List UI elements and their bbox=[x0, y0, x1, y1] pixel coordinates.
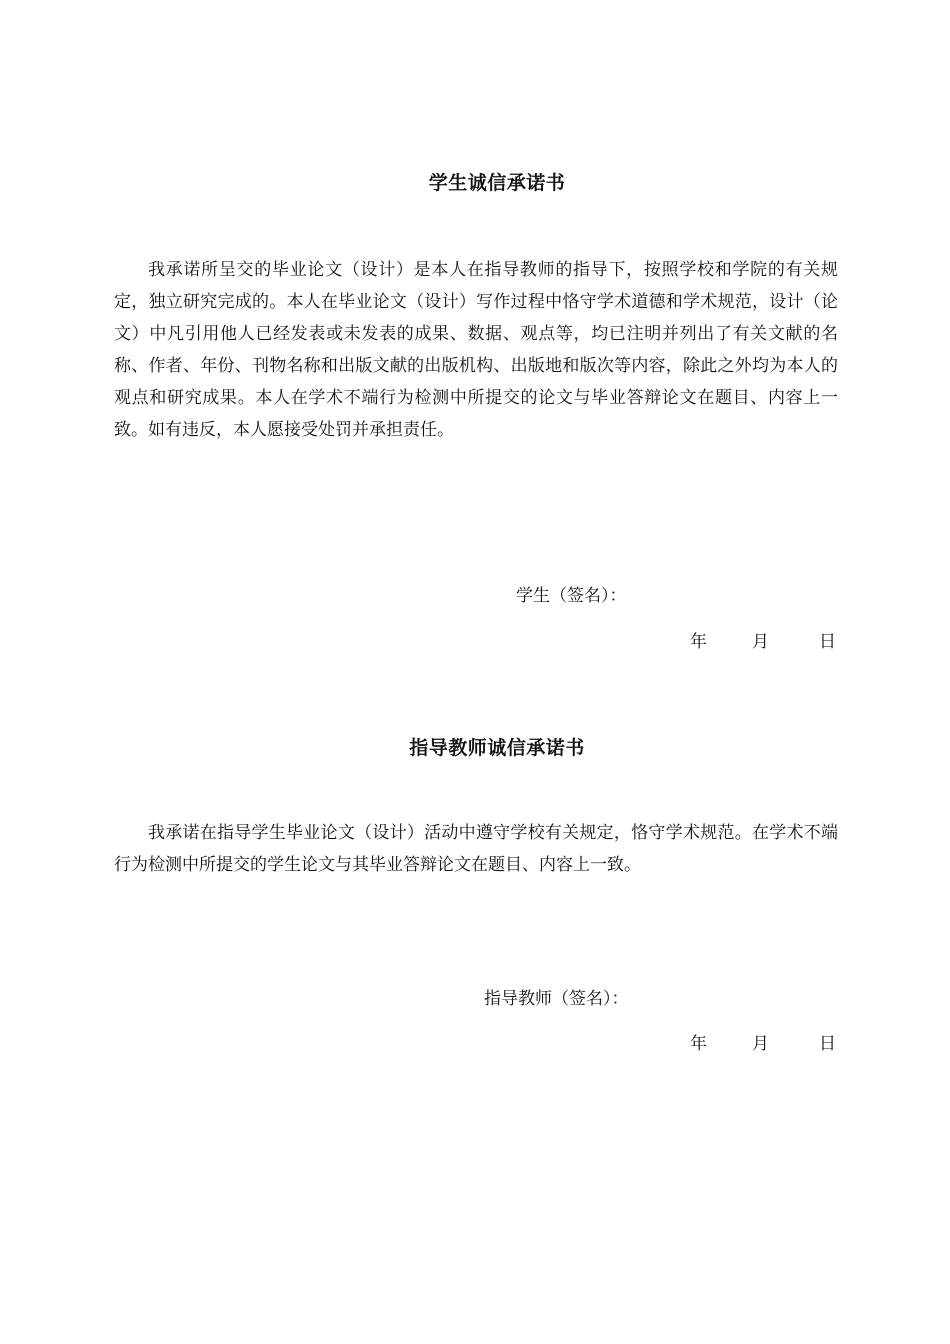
student-signature-label: 学生（签名）： bbox=[516, 586, 627, 606]
teacher-signature-label: 指导教师（签名）： bbox=[484, 989, 629, 1009]
student-date-day: 日 bbox=[819, 632, 836, 652]
student-pledge-body: 我承诺所呈交的毕业论文（设计）是本人在指导教师的指导下，按照学校和学院的有关规定，独立研究完成的。本人在毕业论文（设计）写作过程中恪守学术道德和学术规范，设计（论文）中凡引用他人已经发表或未发表的成果、数据、观点等，均已注明并列出了有关文献的名称、作者、年份、刊物名称和出版文献的出版机构、出版地和版次等内容，除此之外均为本人的观点和研究成果。本人在学术不端行为检测中所提交的论文与毕业答辩论文在题目、内容上一致。如有违反，本人愿接受处罚并承担责任。 bbox=[114, 260, 838, 440]
teacher-date-month: 月 bbox=[752, 1034, 769, 1054]
student-pledge-title: 学生诚信承诺书 bbox=[428, 172, 566, 194]
teacher-pledge-title: 指导教师诚信承诺书 bbox=[409, 737, 585, 759]
student-date-month: 月 bbox=[752, 632, 769, 652]
teacher-date-line bbox=[690, 1032, 836, 1056]
teacher-pledge-body: 我承诺在指导学生毕业论文（设计）活动中遵守学校有关规定，恪守学术规范。在学术不端行为检测中所提交的学生论文与其毕业答辩论文在题目、内容上一致。 bbox=[114, 823, 838, 875]
student-date-year: 年 bbox=[690, 632, 707, 652]
teacher-date-day: 日 bbox=[819, 1034, 836, 1054]
teacher-date-year: 年 bbox=[690, 1034, 707, 1054]
student-date-line bbox=[690, 630, 836, 654]
